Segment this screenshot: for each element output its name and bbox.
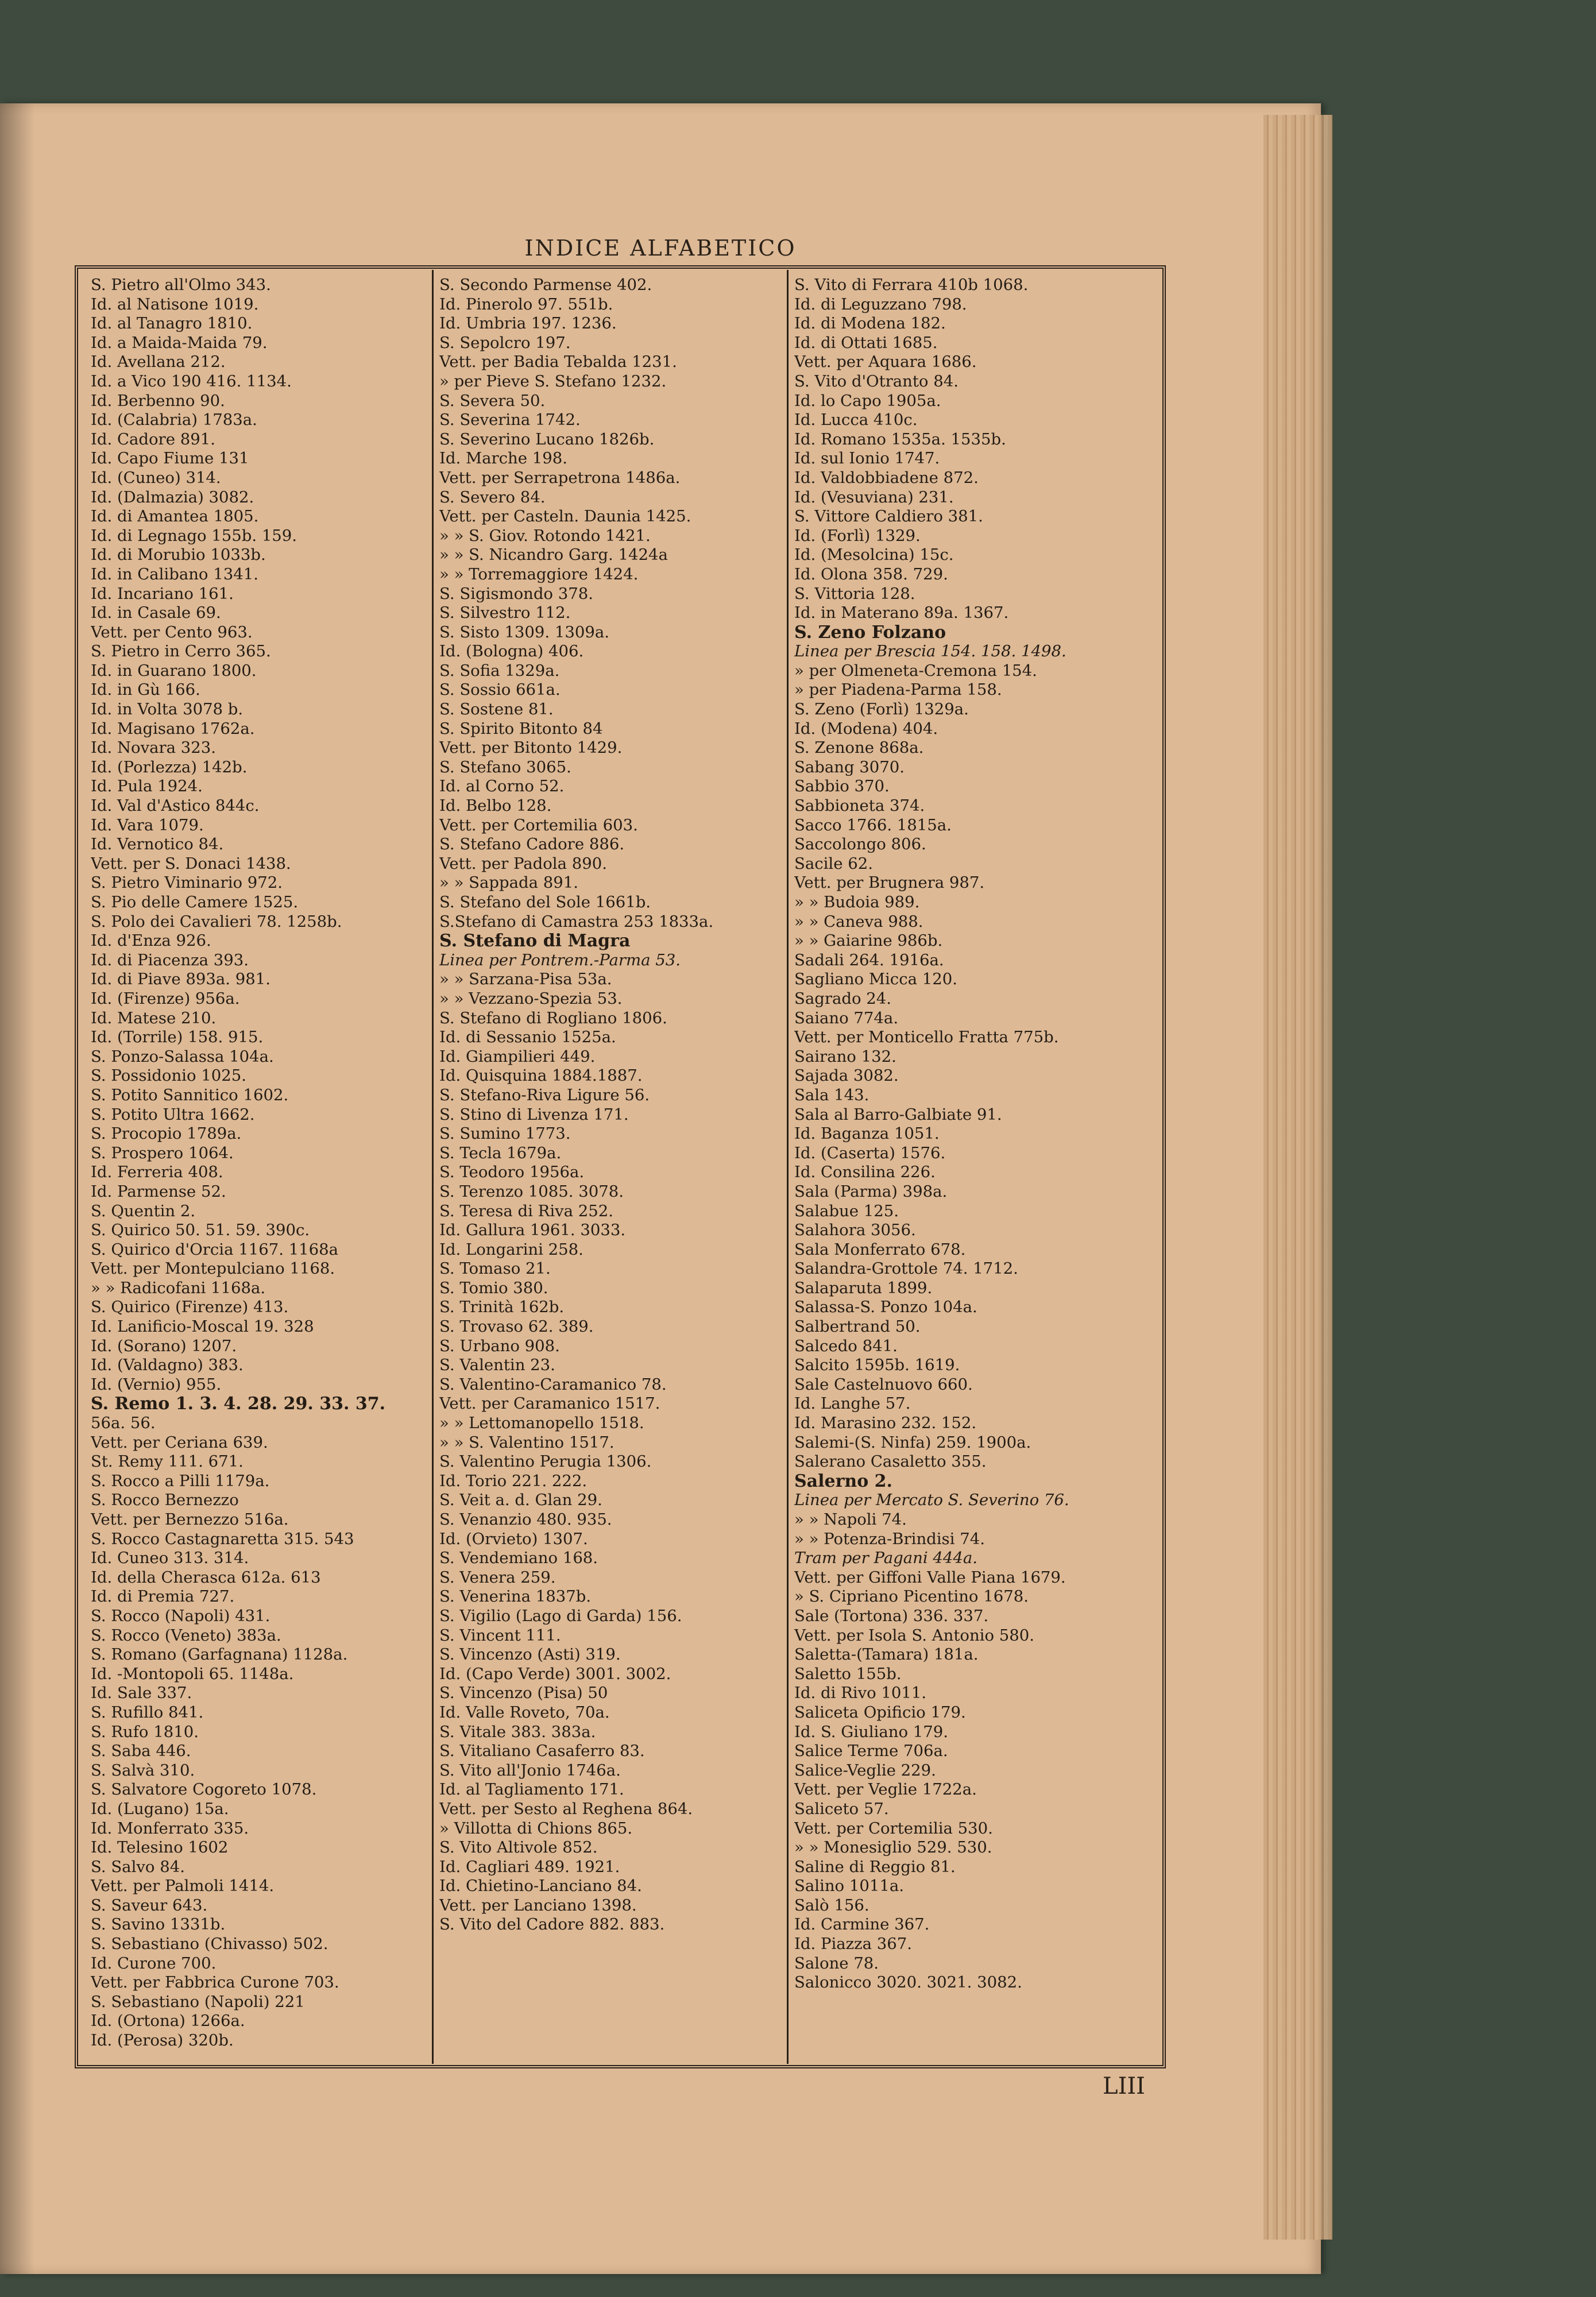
index-entry: Vett. per Badia Tebalda 1231. (439, 353, 677, 372)
index-entry: Id. Carmine 367. (794, 1915, 930, 1934)
index-entry: S. Stefano Cadore 886. (439, 835, 625, 854)
index-entry: Tram per Pagani 444a. (794, 1549, 978, 1568)
index-entry: » » Napoli 74. (794, 1510, 907, 1529)
index-entry: S. Pio delle Camere 1525. (91, 893, 299, 911)
index-entry: 56a. 56. (91, 1414, 156, 1433)
page-header: INDICE ALFABETICO (524, 235, 797, 261)
index-entry: Id. Novara 323. (91, 738, 217, 757)
index-entry: Id. della Cherasca 612a. 613 (91, 1568, 321, 1587)
index-entry: S. Severino Lucano 1826b. (439, 430, 655, 448)
index-entry: Sala 143. (794, 1085, 870, 1104)
index-entry: Vett. per S. Donaci 1438. (91, 854, 291, 873)
index-entry: Id. Lucca 410c. (794, 411, 918, 430)
index-entry: Salemi-(S. Ninfa) 259. 1900a. (794, 1433, 1031, 1452)
index-entry: Id. Pula 1924. (91, 777, 203, 796)
index-entry: Vett. per Cortemilia 603. (439, 815, 638, 834)
index-entry: Id. di Piave 893a. 981. (91, 970, 270, 989)
index-entry: S. Potito Sannitico 1602. (91, 1085, 289, 1104)
index-entry: S. Tomio 380. (439, 1278, 548, 1297)
index-entry: Vett. per Brugnera 987. (794, 873, 985, 892)
index-entry: Id. Vara 1079. (91, 815, 204, 834)
index-entry: Id. (Capo Verde) 3001. 3002. (439, 1664, 671, 1683)
index-entry: » » Radicofani 1168a. (91, 1278, 266, 1297)
index-entry: S. Quirico 50. 51. 59. 390c. (91, 1221, 310, 1240)
index-entry: Id. Baganza 1051. (794, 1124, 940, 1143)
index-entry: Id. Langhe 57. (794, 1394, 911, 1413)
index-entry: » » S. Valentino 1517. (439, 1433, 615, 1452)
index-entry: S. Sepolcro 197. (439, 333, 571, 352)
index-entry: Id. Valle Roveto, 70a. (439, 1703, 610, 1722)
index-entry: S. Sebastiano (Napoli) 221 (91, 1992, 305, 2011)
index-entry: S. Sebastiano (Chivasso) 502. (91, 1935, 329, 1954)
index-entry: Vett. per Montepulciano 1168. (91, 1259, 335, 1278)
index-entry: S. Trinità 162b. (439, 1298, 565, 1317)
index-entry: Id. Olona 358. 729. (794, 564, 948, 583)
index-entry: Sacco 1766. 1815a. (794, 815, 952, 834)
index-entry: Saline di Reggio 81. (794, 1857, 956, 1876)
index-entry: S. Potito Ultra 1662. (91, 1105, 255, 1124)
index-entry: S. Tomaso 21. (439, 1259, 551, 1278)
index-entry: Id. di Piacenza 393. (91, 950, 249, 969)
index-entry: S. Terenzo 1085. 3078. (439, 1182, 624, 1201)
index-entry: S.Stefano di Camastra 253 1833a. (439, 912, 714, 931)
index-entry: Id. (Forlì) 1329. (794, 526, 921, 545)
index-entry: » S. Cipriano Picentino 1678. (794, 1587, 1029, 1606)
index-entry: » » Budoia 989. (794, 893, 920, 911)
index-entry: Id. (Valdagno) 383. (91, 1356, 244, 1375)
index-entry: » » S. Nicandro Garg. 1424a (439, 546, 668, 564)
index-column-1 (91, 276, 430, 2056)
index-entry: Id. Monferrato 335. (91, 1819, 249, 1838)
index-entry: S. Sofia 1329a. (439, 661, 560, 680)
index-entry: S. Remo 1. 3. 4. 28. 29. 33. 37. (91, 1394, 386, 1414)
index-entry: Vett. per Caramanico 1517. (439, 1394, 660, 1413)
index-entry: Salerano Casaletto 355. (794, 1452, 987, 1471)
page-edges (1263, 115, 1332, 2240)
index-entry: S. Stefano-Riva Ligure 56. (439, 1085, 650, 1104)
index-entry: Id. Incariano 161. (91, 584, 234, 603)
index-entry: S. Sisto 1309. 1309a. (439, 622, 610, 641)
index-entry: Id. -Montopoli 65. 1148a. (91, 1664, 294, 1683)
index-entry: Vett. per Bitonto 1429. (439, 738, 623, 757)
index-entry: » Villotta di Chions 865. (439, 1819, 633, 1838)
index-entry: Saliceto 57. (794, 1799, 889, 1818)
index-entry: Id. Chietino-Lanciano 84. (439, 1877, 642, 1896)
index-entry: S. Trovaso 62. 389. (439, 1317, 594, 1336)
index-entry: Salonicco 3020. 3021. 3082. (794, 1973, 1022, 1992)
index-entry: Id. Cuneo 313. 314. (91, 1549, 249, 1568)
index-entry: Id. Gallura 1961. 3033. (439, 1221, 626, 1240)
index-entry: Salbertrand 50. (794, 1317, 921, 1336)
index-entry: Vett. per Isola S. Antonio 580. (794, 1626, 1034, 1645)
index-entry: Vett. per Fabbrica Curone 703. (91, 1973, 339, 1992)
index-entry: Id. Vernotico 84. (91, 835, 224, 854)
index-entry: S. Quirico d'Orcia 1167. 1168a (91, 1240, 339, 1259)
index-entry: S. Salvo 84. (91, 1857, 185, 1876)
index-entry: » per Olmeneta-Cremona 154. (794, 661, 1037, 680)
index-entry: S. Vigilio (Lago di Garda) 156. (439, 1606, 682, 1625)
index-entry: S. Vendemiano 168. (439, 1549, 598, 1568)
index-entry: Sala (Parma) 398a. (794, 1182, 948, 1201)
index-entry: Salcedo 841. (794, 1336, 898, 1355)
index-entry: Salino 1011a. (794, 1877, 904, 1896)
index-entry: Id. (Vesuviana) 231. (794, 488, 954, 506)
index-entry: Id. a Maida-Maida 79. (91, 333, 268, 352)
index-entry: Saccolongo 806. (794, 835, 926, 854)
index-entry: Linea per Pontrem.-Parma 53. (439, 950, 681, 969)
index-entry: Id. Torio 221. 222. (439, 1471, 588, 1490)
index-entry: S. Venerina 1837b. (439, 1587, 592, 1606)
index-entry: S. Vittoria 128. (794, 584, 915, 603)
index-entry: S. Stefano del Sole 1661b. (439, 893, 651, 911)
index-entry: S. Venanzio 480. 935. (439, 1510, 612, 1529)
index-entry: S. Severa 50. (439, 391, 546, 410)
index-entry: S. Sumino 1773. (439, 1124, 571, 1143)
index-entry: S. Vito di Ferrara 410b 1068. (794, 276, 1029, 294)
index-entry: S. Stefano di Rogliano 1806. (439, 1008, 667, 1027)
index-entry: » per Piadena-Parma 158. (794, 680, 1002, 699)
index-entry: S. Valentino Perugia 1306. (439, 1452, 652, 1471)
index-entry: S. Silvestro 112. (439, 604, 571, 622)
index-entry: Id. (Porlezza) 142b. (91, 757, 248, 776)
index-entry: Id. al Tagliamento 171. (439, 1780, 624, 1799)
index-entry: Id. (Vernio) 955. (91, 1375, 222, 1394)
index-entry: Id. in Casale 69. (91, 604, 221, 622)
index-entry: Id. Belbo 128. (439, 796, 552, 815)
index-entry: S. Salvatore Cogoreto 1078. (91, 1780, 317, 1799)
index-entry: S. Rocco (Napoli) 431. (91, 1606, 270, 1625)
index-entry: Id. S. Giuliano 179. (794, 1722, 948, 1741)
index-entry: Sale (Tortona) 336. 337. (794, 1606, 989, 1625)
index-entry: S. Rufillo 841. (91, 1703, 204, 1722)
page-number: LIII (1103, 2073, 1145, 2099)
index-entry: Id. Matese 210. (91, 1008, 217, 1027)
index-entry: S. Vincent 111. (439, 1626, 561, 1645)
index-entry: Id. in Volta 3078 b. (91, 700, 244, 719)
index-entry: Vett. per Casteln. Daunia 1425. (439, 507, 691, 526)
index-entry: S. Polo dei Cavalieri 78. 1258b. (91, 912, 342, 931)
index-entry: Id. di Ottati 1685. (794, 333, 938, 352)
index-entry: S. Vito Altivole 852. (439, 1838, 598, 1857)
index-entry: Linea per Mercato S. Severino 76. (794, 1491, 1069, 1510)
index-entry: S. Secondo Parmense 402. (439, 276, 652, 294)
index-entry: S. Spirito Bitonto 84 (439, 719, 603, 738)
index-entry: S. Vito d'Otranto 84. (794, 372, 959, 390)
index-entry: Id. al Natisone 1019. (91, 295, 259, 314)
index-entry: S. Rocco Bernezzo (91, 1491, 239, 1510)
index-entry: S. Valentino-Caramanico 78. (439, 1375, 667, 1394)
index-entry: Id. di Leguzzano 798. (794, 295, 967, 314)
index-entry: Sagrado 24. (794, 989, 892, 1008)
index-entry: S. Rocco a Pilli 1179a. (91, 1471, 270, 1490)
index-entry: Vett. per Ceriana 639. (91, 1433, 268, 1452)
index-entry: Id. di Amantea 1805. (91, 507, 259, 526)
index-entry: Salaparuta 1899. (794, 1278, 933, 1297)
index-entry: Id. a Vico 190 416. 1134. (91, 372, 292, 390)
index-entry: Sabbio 370. (794, 777, 890, 796)
index-entry: St. Remy 111. 671. (91, 1452, 244, 1471)
index-entry: Id. Consilina 226. (794, 1163, 936, 1182)
index-entry: Id. (Caserta) 1576. (794, 1143, 946, 1162)
index-entry: S. Vittore Caldiero 381. (794, 507, 983, 526)
index-entry: » » Monesiglio 529. 530. (794, 1838, 992, 1857)
index-entry: Id. di Modena 182. (794, 314, 946, 333)
index-entry: Id. Val d'Astico 844c. (91, 796, 260, 815)
index-entry: S. Vitale 383. 383a. (439, 1722, 596, 1741)
index-entry: S. Pietro in Cerro 365. (91, 642, 271, 661)
index-entry: S. Rocco Castagnaretta 315. 543 (91, 1529, 354, 1548)
index-entry: Id. (Ortona) 1266a. (91, 2012, 245, 2031)
index-entry: Id. Telesino 1602 (91, 1838, 229, 1857)
index-entry: S. Sostene 81. (439, 700, 554, 719)
index-entry: Id. Giampilieri 449. (439, 1047, 596, 1066)
index-entry: » » Caneva 988. (794, 912, 923, 931)
index-entry: Id. Sale 337. (91, 1684, 192, 1703)
index-entry: Vett. per Giffoni Valle Piana 1679. (794, 1568, 1066, 1587)
index-entry: Vett. per Serrapetrona 1486a. (439, 468, 681, 487)
index-entry: Id. Romano 1535a. 1535b. (794, 430, 1006, 448)
index-entry: Sadali 264. 1916a. (794, 950, 944, 969)
index-entry: S. Procopio 1789a. (91, 1124, 242, 1143)
index-entry: Salabue 125. (794, 1201, 899, 1220)
index-entry: Id. d'Enza 926. (91, 931, 211, 950)
index-entry: Id. Pinerolo 97. 551b. (439, 295, 613, 314)
index-entry: S. Zeno (Forlì) 1329a. (794, 700, 969, 719)
index-entry: Id. Valdobbiadene 872. (794, 468, 979, 487)
index-entry: S. Venera 259. (439, 1568, 556, 1587)
index-entry: Vett. per Sesto al Reghena 864. (439, 1799, 693, 1818)
index-entry: S. Salvà 310. (91, 1761, 195, 1780)
index-entry: Salerno 2. (794, 1471, 892, 1491)
index-entry: S. Romano (Garfagnana) 1128a. (91, 1645, 348, 1664)
index-entry: Id. (Mesolcina) 15c. (794, 546, 954, 564)
index-entry: Sala Monferrato 678. (794, 1240, 966, 1259)
index-entry: Id. Berbenno 90. (91, 391, 225, 410)
index-entry: » » Sarzana-Pisa 53a. (439, 970, 612, 989)
index-column-3 (794, 276, 1156, 2056)
index-entry: S. Vincenzo (Pisa) 50 (439, 1684, 608, 1703)
index-entry: Vett. per Lanciano 1398. (439, 1896, 637, 1915)
index-entry: Sale Castelnuovo 660. (794, 1375, 973, 1394)
index-entry: S. Quirico (Firenze) 413. (91, 1298, 289, 1317)
index-entry: Id. di Legnago 155b. 159. (91, 526, 297, 545)
index-entry: S. Severina 1742. (439, 411, 581, 430)
index-entry: Id. Piazza 367. (794, 1935, 912, 1954)
index-entry: S. Veit a. d. Glan 29. (439, 1491, 602, 1510)
index-entry: Id. Magisano 1762a. (91, 719, 255, 738)
index-entry: Id. lo Capo 1905a. (794, 391, 941, 410)
index-entry: Id. sul Ionio 1747. (794, 449, 940, 468)
index-entry: S. Sossio 661a. (439, 680, 561, 699)
binding-shadow (0, 103, 34, 2274)
index-entry: Sala al Barro-Galbiate 91. (794, 1105, 1002, 1124)
index-entry: Salandra-Grottole 74. 1712. (794, 1259, 1018, 1278)
index-entry: S. Vincenzo (Asti) 319. (439, 1645, 621, 1664)
index-entry: Vett. per Aquara 1686. (794, 353, 977, 372)
column-divider (787, 270, 789, 2064)
index-entry: » » Gaiarine 986b. (794, 931, 943, 950)
index-entry: Id. Marasino 232. 152. (794, 1414, 977, 1433)
index-entry: Linea per Brescia 154. 158. 1498. (794, 642, 1066, 661)
index-entry: Sajada 3082. (794, 1066, 899, 1085)
index-entry: S. Vitaliano Casaferro 83. (439, 1742, 645, 1761)
index-entry: Salcito 1595b. 1619. (794, 1356, 960, 1375)
index-entry: S. Ponzo-Salassa 104a. (91, 1047, 274, 1066)
index-entry: Id. Quisquina 1884.1887. (439, 1066, 643, 1085)
index-entry: Salò 156. (794, 1896, 870, 1915)
index-entry: S. Savino 1331b. (91, 1915, 226, 1934)
index-entry: Salone 78. (794, 1954, 879, 1973)
index-entry: S. Severo 84. (439, 488, 546, 506)
index-entry: S. Saveur 643. (91, 1896, 208, 1915)
index-entry: S. Rufo 1810. (91, 1722, 199, 1741)
index-entry: Id. Ferreria 408. (91, 1163, 223, 1182)
index-entry: Salice-Veglie 229. (794, 1761, 936, 1780)
index-entry: Id. di Rivo 1011. (794, 1684, 927, 1703)
index-entry: Vett. per Palmoli 1414. (91, 1877, 275, 1896)
index-entry: Id. (Bologna) 406. (439, 642, 584, 661)
index-entry: Saletta-(Tamara) 181a. (794, 1645, 979, 1664)
index-entry: Id. Cagliari 489. 1921. (439, 1857, 620, 1876)
index-entry: S. Zeno Folzano (794, 622, 946, 643)
index-entry: Id. in Materano 89a. 1367. (794, 604, 1009, 622)
index-entry: Id. Marche 198. (439, 449, 568, 468)
index-entry: » » Potenza-Brindisi 74. (794, 1529, 985, 1548)
index-entry: Vett. per Veglie 1722a. (794, 1780, 977, 1799)
index-entry: Id. (Lugano) 15a. (91, 1799, 229, 1818)
index-entry: S. Vito del Cadore 882. 883. (439, 1915, 665, 1934)
index-entry: S. Prospero 1064. (91, 1143, 234, 1162)
index-entry: Id. in Gù 166. (91, 680, 200, 699)
index-entry: Sabang 3070. (794, 757, 905, 776)
index-entry: Id. (Orvieto) 1307. (439, 1529, 588, 1548)
index-entry: » per Pieve S. Stefano 1232. (439, 372, 667, 390)
index-entry: S. Valentin 23. (439, 1356, 555, 1375)
index-entry: Sagliano Micca 120. (794, 970, 957, 989)
index-entry: Id. Parmense 52. (91, 1182, 226, 1201)
index-entry: Id. (Cuneo) 314. (91, 468, 221, 487)
index-entry: Id. Cadore 891. (91, 430, 215, 448)
index-entry: S. Tecla 1679a. (439, 1143, 562, 1162)
index-entry: Id. di Premia 727. (91, 1587, 235, 1606)
index-entry: S. Urbano 908. (439, 1336, 560, 1355)
index-entry: S. Sigismondo 378. (439, 584, 593, 603)
index-entry: Id. in Guarano 1800. (91, 661, 257, 680)
index-entry: S. Pietro all'Olmo 343. (91, 276, 271, 294)
index-entry: Id. (Dalmazia) 3082. (91, 488, 254, 506)
index-entry: Id. al Corno 52. (439, 777, 565, 796)
index-entry: Id. (Torrile) 158. 915. (91, 1028, 264, 1047)
index-entry: Sabbioneta 374. (794, 796, 925, 815)
index-entry: S. Stino di Livenza 171. (439, 1105, 629, 1124)
index-entry: Id. Curone 700. (91, 1954, 217, 1973)
index-entry: S. Rocco (Veneto) 383a. (91, 1626, 281, 1645)
index-entry: » » Lettomanopello 1518. (439, 1414, 644, 1433)
index-entry: Salassa-S. Ponzo 104a. (794, 1298, 977, 1317)
index-entry: » » S. Giov. Rotondo 1421. (439, 526, 651, 545)
index-entry: Id. Longarini 258. (439, 1240, 583, 1259)
index-entry: Vett. per Cortemilia 530. (794, 1819, 993, 1838)
index-entry: Id. Umbria 197. 1236. (439, 314, 617, 333)
index-entry: Id. (Sorano) 1207. (91, 1336, 237, 1355)
index-entry: Id. (Modena) 404. (794, 719, 938, 738)
index-entry: Id. (Calabria) 1783a. (91, 411, 257, 430)
index-entry: Id. (Firenze) 956a. (91, 989, 240, 1008)
index-entry: Saliceta Opificio 179. (794, 1703, 966, 1722)
index-entry: S. Vito all'Jonio 1746a. (439, 1761, 621, 1780)
index-entry: Id. Lanificio-Moscal 19. 328 (91, 1317, 314, 1336)
index-entry: S. Stefano 3065. (439, 757, 571, 776)
index-entry: » » Vezzano-Spezia 53. (439, 989, 623, 1008)
index-entry: Salahora 3056. (794, 1221, 916, 1240)
index-entry: S. Teodoro 1956a. (439, 1163, 585, 1182)
index-entry: Id. di Sessanio 1525a. (439, 1028, 616, 1047)
index-entry: Saiano 774a. (794, 1008, 899, 1027)
index-entry: S. Quentin 2. (91, 1201, 196, 1220)
index-column-2 (439, 276, 784, 2056)
index-entry: Salice Terme 706a. (794, 1742, 948, 1761)
index-entry: Id. in Calibano 1341. (91, 564, 258, 583)
index-entry: Vett. per Bernezzo 516a. (91, 1510, 289, 1529)
index-entry: S. Pietro Viminario 972. (91, 873, 283, 892)
index-entry: Vett. per Padola 890. (439, 854, 607, 873)
column-divider (432, 270, 434, 2064)
index-entry: Vett. per Cento 963. (91, 622, 253, 641)
index-entry: Sacile 62. (794, 854, 873, 873)
index-entry: Id. Capo Fiume 131 (91, 449, 249, 468)
index-entry: » » Torremaggiore 1424. (439, 564, 639, 583)
index-entry: Vett. per Monticello Fratta 775b. (794, 1028, 1059, 1047)
index-entry: S. Teresa di Riva 252. (439, 1201, 614, 1220)
index-entry: Id. Avellana 212. (91, 353, 226, 372)
index-entry: Id. (Perosa) 320b. (91, 2031, 234, 2050)
index-entry: S. Stefano di Magra (439, 931, 631, 951)
index-entry: Id. al Tanagro 1810. (91, 314, 253, 333)
index-entry: » » Sappada 891. (439, 873, 578, 892)
index-entry: S. Possidonio 1025. (91, 1066, 246, 1085)
index-entry: S. Saba 446. (91, 1742, 191, 1761)
index-entry: Id. di Morubio 1033b. (91, 546, 266, 564)
index-entry: Saletto 155b. (794, 1664, 902, 1683)
index-entry: S. Zenone 868a. (794, 738, 924, 757)
index-entry: Sairano 132. (794, 1047, 896, 1066)
